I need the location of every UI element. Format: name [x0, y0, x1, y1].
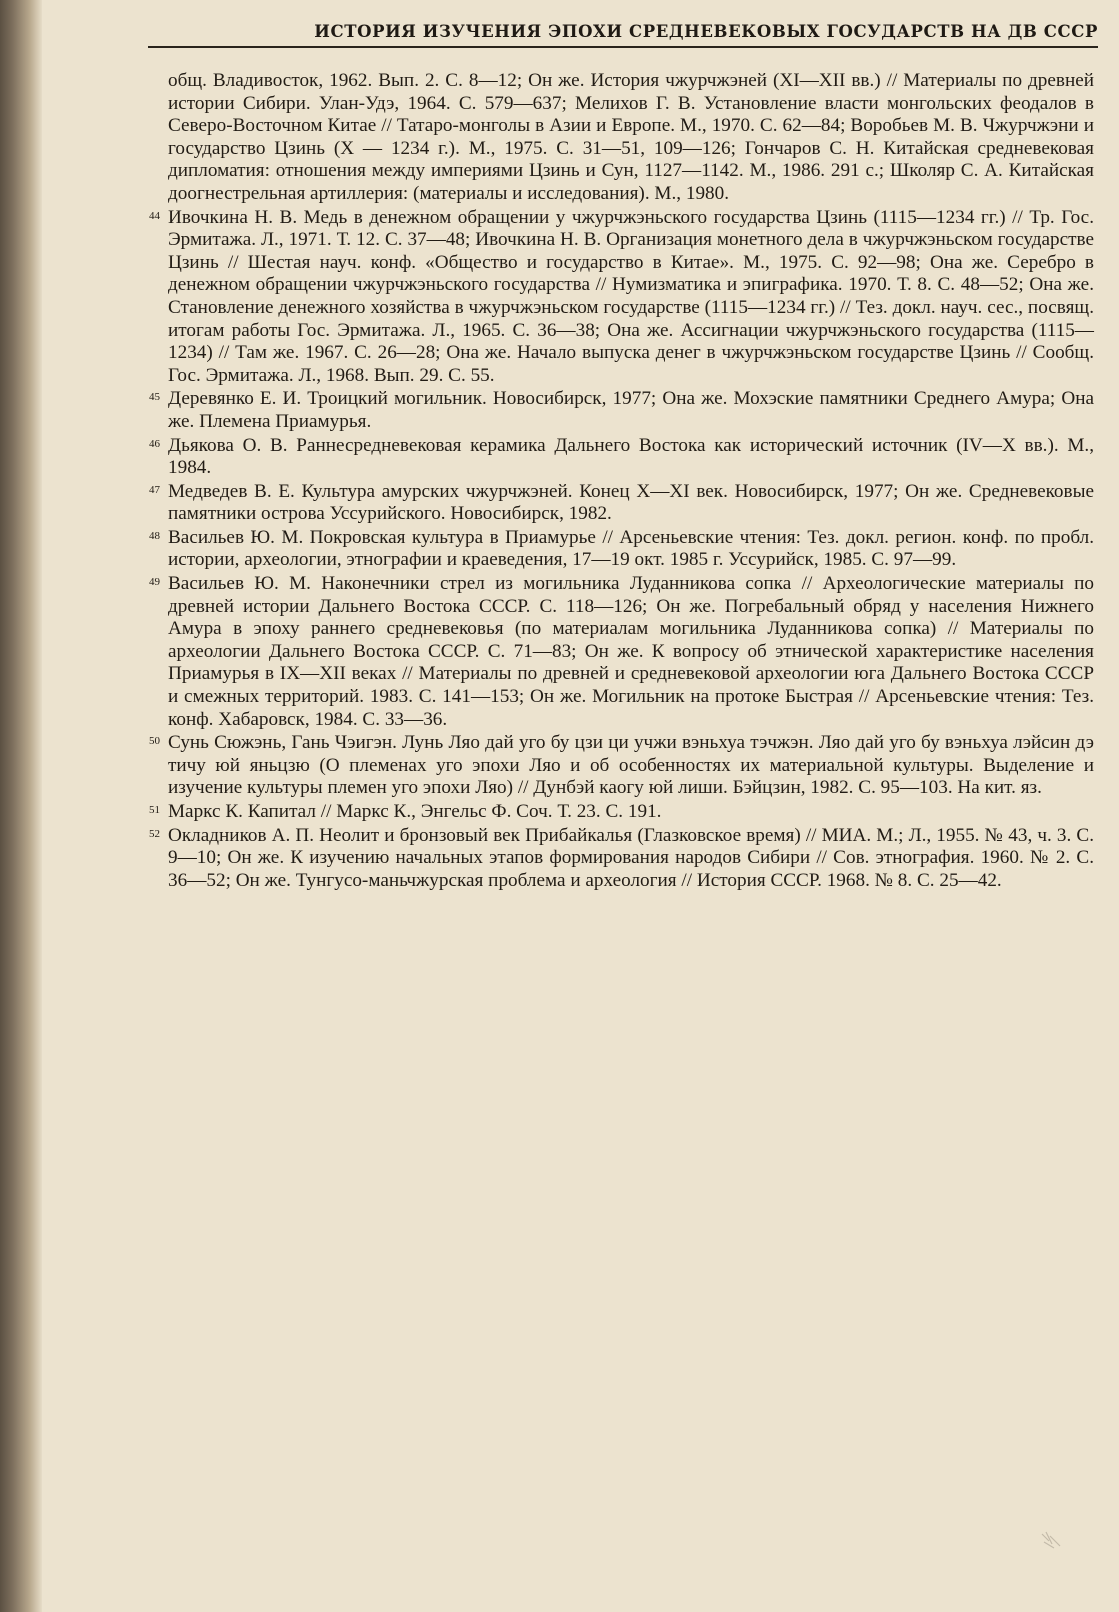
header-rule	[148, 46, 1098, 48]
note-number: 50	[149, 735, 160, 748]
note-text: Сунь Сюжэнь, Гань Чэигэн. Лунь Ляо дай уго бу цзи ци учжи вэньхуа тэчжэн. Ляо дай уго бу вэньхуа лэйсин дэ тичу юй яньцзю (О племенах уго эпохи Ляо и об особенностях их материальной культуры. Выделение и изучение культуры племен уго эпохи Ляо) // Дунбэй каогу юй лиши. Бэйцзин, 1982. С. 95—103. На кит. яз.	[168, 732, 1094, 799]
endnote-44	[149, 206, 1094, 388]
note-text: Васильев Ю. М. Покровская культура в Приамурье // Арсеньевские чтения: Тез. докл. регион. конф. по пробл. истории, археологии, этнографии и краеведения, 17—19 окт. 1985 г. Уссурийск, 1985. С. 97—99.	[168, 526, 1094, 571]
note-number: 46	[149, 437, 160, 450]
note-text: Окладников А. П. Неолит и бронзовый век Прибайкалья (Глазковское время) // МИА. М.; Л., 1955. № 43, ч. 3. С. 9—10; Он же. К изучению начальных этапов формирования народов Сибири // Сов. этнография. 1960. № 2. С. 36—52; Он же. Тунгусо-маньчжурская проблема и археология // История СССР. 1968. № 8. С. 25—42.	[168, 824, 1094, 891]
note-text: Ивочкина Н. В. Медь в денежном обращении у чжурчжэньского государства Цзинь (1115—1234 гг.) // Тр. Гос. Эрмитажа. Л., 1971. Т. 12. С. 37—48; Ивочкина Н. В. Организация монетного дела в чжурчжэньском государстве Цзинь // Шестая науч. конф. «Общество и государство в Китае». М., 1975. С. 92—98; Она же. Серебро в денежном обращении чжурчжэньского государства // Нумизматика и эпиграфика. 1970. Т. 8. С. 48—52; Она же. Становление денежного хозяйства в чжурчжэньском государстве (1115—1234 гг.) // Тез. докл. науч. сес., посвящ. итогам работы Гос. Эрмитажа. Л., 1965. С. 36—38; Она же. Ассигнации чжурчжэньского государства (1115—1234) // Там же. 1967. С. 26—28; Она же. Начало выпуска денег в чжурчжэньском государстве Цзинь // Сообщ. Гос. Эрмитажа. Л., 1968. Вып. 29. С. 55.	[168, 206, 1094, 386]
endnote-46	[149, 434, 1094, 480]
endnote-50	[149, 732, 1094, 800]
note-text: общ. Владивосток, 1962. Вып. 2. С. 8—12; Он же. История чжурчжэней (XI—XII вв.) // Материалы по древней истории Сибири. Улан-Удэ, 1964. С. 579—637; Мелихов Г. В. Установление власти монгольских феодалов в Северо-Восточном Китае // Татаро-монголы в Азии и Европе. М., 1970. С. 62—84; Воробьев М. В. Чжурчжэни и государство Цзинь (Х — 1234 г.). М., 1975. С. 31—51, 109—126; Гончаров С. Н. Китайская средневековая дипломатия: отношения между империями Цзинь и Сун, 1127—1142. М., 1986. 291 с.; Школяр С. А. Китайская доогнестрельная артиллерия: (материалы и исследования). М., 1980.	[168, 70, 1094, 204]
endnote-52	[149, 824, 1094, 893]
binding-shadow	[0, 0, 42, 1612]
note-text: Дьякова О. В. Раннесредневековая керамика Дальнего Востока как исторический источник (IV—X вв.). М., 1984.	[168, 434, 1094, 479]
endnote-51	[149, 801, 1094, 824]
endnote-continuation	[168, 70, 1094, 206]
note-text: Деревянко Е. И. Троицкий могильник. Новосибирск, 1977; Она же. Мохэские памятники Среднего Амура; Она же. Племена Приамурья.	[168, 388, 1094, 432]
note-number: 48	[149, 529, 160, 542]
note-number: 51	[149, 804, 160, 816]
endnote-47	[149, 480, 1094, 526]
note-number: 49	[149, 576, 160, 589]
note-number: 47	[149, 483, 160, 496]
note-text: Медведев В. Е. Культура амурских чжурчжэней. Конец X—XI век. Новосибирск, 1977; Он же. Средневековые памятники острова Уссурийского. Новосибирск, 1982.	[168, 480, 1094, 525]
endnote-45	[149, 388, 1094, 433]
ink-mark-icon	[1040, 1530, 1062, 1550]
endnote-49	[149, 573, 1094, 731]
note-number: 45	[149, 391, 160, 404]
running-head: ИСТОРИЯ ИЗУЧЕНИЯ ЭПОХИ СРЕДНЕВЕКОВЫХ ГОСУДАРСТВ НА ДВ СССР	[314, 22, 1098, 41]
note-text: Маркс К. Капитал // Маркс К., Энгельс Ф. Соч. Т. 23. С. 191.	[168, 801, 662, 822]
note-text: Васильев Ю. М. Наконечники стрел из могильника Луданникова сопка // Археологические материалы по древней истории Дальнего Востока СССР. С. 118—126; Он же. Погребальный обряд у населения Нижнего Амура в эпоху раннего средневековья (по материалам могильника Луданникова сопка) // Материалы по археологии Дальнего Востока СССР. С. 71—83; Он же. К вопросу об этнической характеристике населения Приамурья в IX—XII веках // Материалы по древней и средневековой археологии юга Дальнего Востока СССР и смежных территорий. 1983. С. 141—153; Он же. Могильник на протоке Быстрая // Арсеньевские чтения: Тез. конф. Хабаровск, 1984. С. 33—36.	[168, 573, 1094, 730]
endnotes	[149, 70, 1094, 893]
note-number: 44	[149, 209, 160, 222]
note-number: 52	[149, 827, 160, 840]
endnote-48	[149, 526, 1094, 572]
